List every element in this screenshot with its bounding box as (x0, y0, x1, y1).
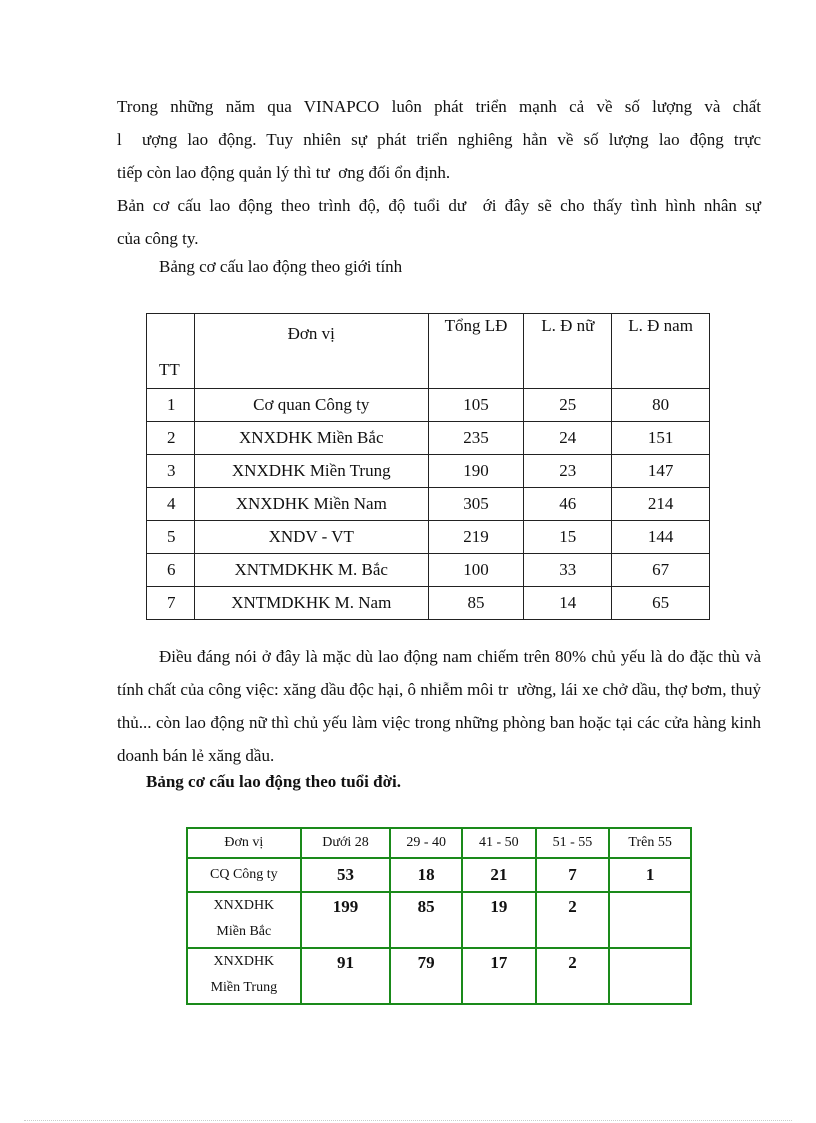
cell-51-55: 2 (536, 948, 610, 1004)
table-row (147, 422, 710, 455)
cell-total: 235 (428, 422, 524, 455)
intro-paragraph (117, 90, 761, 255)
table-row (187, 858, 691, 892)
cell-unit: XNTMDKHK M. Nam (194, 587, 428, 620)
cell-51-55: 7 (536, 858, 610, 892)
unit-line-2: Miền Trung (210, 980, 278, 995)
table1-header-female: L. Đ nữ (524, 314, 612, 389)
cell-tt: 3 (147, 455, 195, 488)
table1-caption: Bảng cơ cấu lao động theo giới tính (159, 257, 403, 276)
table1-header-total: Tổng LĐ (428, 314, 524, 389)
cell-tt: 1 (147, 389, 195, 422)
cell-29-40: 79 (390, 948, 462, 1004)
unit-line-1: XNXDHK (213, 898, 275, 913)
cell-female: 23 (524, 455, 612, 488)
cell-female: 46 (524, 488, 612, 521)
intro-line-4: Bản cơ cấu lao động theo trình độ, độ tuổi dư ới đây sẽ cho thấy tình hình nhân sự (117, 196, 761, 215)
cell-29-40: 18 (390, 858, 462, 892)
table-row (147, 587, 710, 620)
table2-header-41-50: 41 - 50 (462, 828, 536, 858)
intro-line-1: Trong những năm qua VINAPCO luôn phát triển mạnh cả về số lượng và chất (117, 97, 761, 116)
table1-header-male: L. Đ nam (612, 314, 710, 389)
intro-line-3: tiếp còn lao động quản lý thì tư ơng đối ổn định. (117, 163, 451, 182)
unit-line-2: Miền Bắc (216, 924, 272, 939)
cell-male: 67 (612, 554, 710, 587)
cell-total: 105 (428, 389, 524, 422)
cell-total: 85 (428, 587, 524, 620)
table1-header-unit: Đơn vị (194, 314, 428, 389)
age-structure-table (186, 827, 692, 1005)
cell-tt: 2 (147, 422, 195, 455)
table-row (147, 389, 710, 422)
page-bottom-divider (24, 1120, 792, 1121)
cell-unit (187, 948, 301, 1004)
intro-line-2: l ượng lao động. Tuy nhiên sự phát triển nghiêng hẳn về số lượng lao động trực (117, 130, 761, 149)
table-row (187, 948, 691, 1004)
cell-tt: 4 (147, 488, 195, 521)
cell-over55: 1 (609, 858, 691, 892)
table2-header-29-40: 29 - 40 (390, 828, 462, 858)
cell-under28: 91 (301, 948, 391, 1004)
cell-total: 305 (428, 488, 524, 521)
cell-unit: XNXDHK Miền Bắc (194, 422, 428, 455)
cell-unit: XNDV - VT (194, 521, 428, 554)
cell-male: 214 (612, 488, 710, 521)
cell-unit: XNTMDKHK M. Bắc (194, 554, 428, 587)
cell-female: 24 (524, 422, 612, 455)
table2-header-under28: Dưới 28 (301, 828, 391, 858)
table2-header-unit: Đơn vị (187, 828, 301, 858)
cell-total: 219 (428, 521, 524, 554)
analysis-paragraph: Điều đáng nói ở đây là mặc dù lao động nam chiếm trên 80% chủ yếu là do đặc thù và tính chất của công việc: xăng dầu độc hại, ô nhiễm môi tr ường, lái xe chở dầu, thợ bơm, thuỷ thủ... còn lao động nữ thì chủ yếu làm việc trong những phòng ban hoặc tại các cửa hàng kinh doanh bán lẻ xăng dầu. (117, 647, 766, 765)
cell-51-55: 2 (536, 892, 610, 948)
cell-female: 33 (524, 554, 612, 587)
cell-tt: 7 (147, 587, 195, 620)
cell-unit (187, 858, 301, 892)
cell-41-50: 17 (462, 948, 536, 1004)
cell-unit: XNXDHK Miền Nam (194, 488, 428, 521)
gender-structure-table (146, 313, 710, 620)
cell-male: 65 (612, 587, 710, 620)
intro-line-5: của công ty. (117, 229, 199, 248)
table-row (147, 455, 710, 488)
cell-unit (187, 892, 301, 948)
cell-total: 190 (428, 455, 524, 488)
cell-tt: 6 (147, 554, 195, 587)
table2-header-row (187, 828, 691, 858)
cell-male: 147 (612, 455, 710, 488)
table2-header-51-55: 51 - 55 (536, 828, 610, 858)
cell-29-40: 85 (390, 892, 462, 948)
table-row (187, 892, 691, 948)
cell-41-50: 19 (462, 892, 536, 948)
cell-under28: 53 (301, 858, 391, 892)
cell-male: 144 (612, 521, 710, 554)
table1-header-row (147, 314, 710, 389)
cell-female: 15 (524, 521, 612, 554)
cell-male: 80 (612, 389, 710, 422)
cell-over55 (609, 948, 691, 1004)
table-row (147, 554, 710, 587)
cell-41-50: 21 (462, 858, 536, 892)
cell-female: 25 (524, 389, 612, 422)
unit-line-1: CQ Công ty (210, 867, 278, 882)
cell-unit: Cơ quan Công ty (194, 389, 428, 422)
cell-tt: 5 (147, 521, 195, 554)
table2-caption: Bảng cơ cấu lao động theo tuổi đời. (146, 772, 401, 791)
table-row (147, 488, 710, 521)
table1-header-tt: TT (147, 314, 195, 389)
cell-female: 14 (524, 587, 612, 620)
table2-header-over55: Trên 55 (609, 828, 691, 858)
unit-line-1: XNXDHK (213, 954, 275, 969)
cell-over55 (609, 892, 691, 948)
cell-under28: 199 (301, 892, 391, 948)
cell-male: 151 (612, 422, 710, 455)
table-row (147, 521, 710, 554)
cell-unit: XNXDHK Miền Trung (194, 455, 428, 488)
cell-total: 100 (428, 554, 524, 587)
